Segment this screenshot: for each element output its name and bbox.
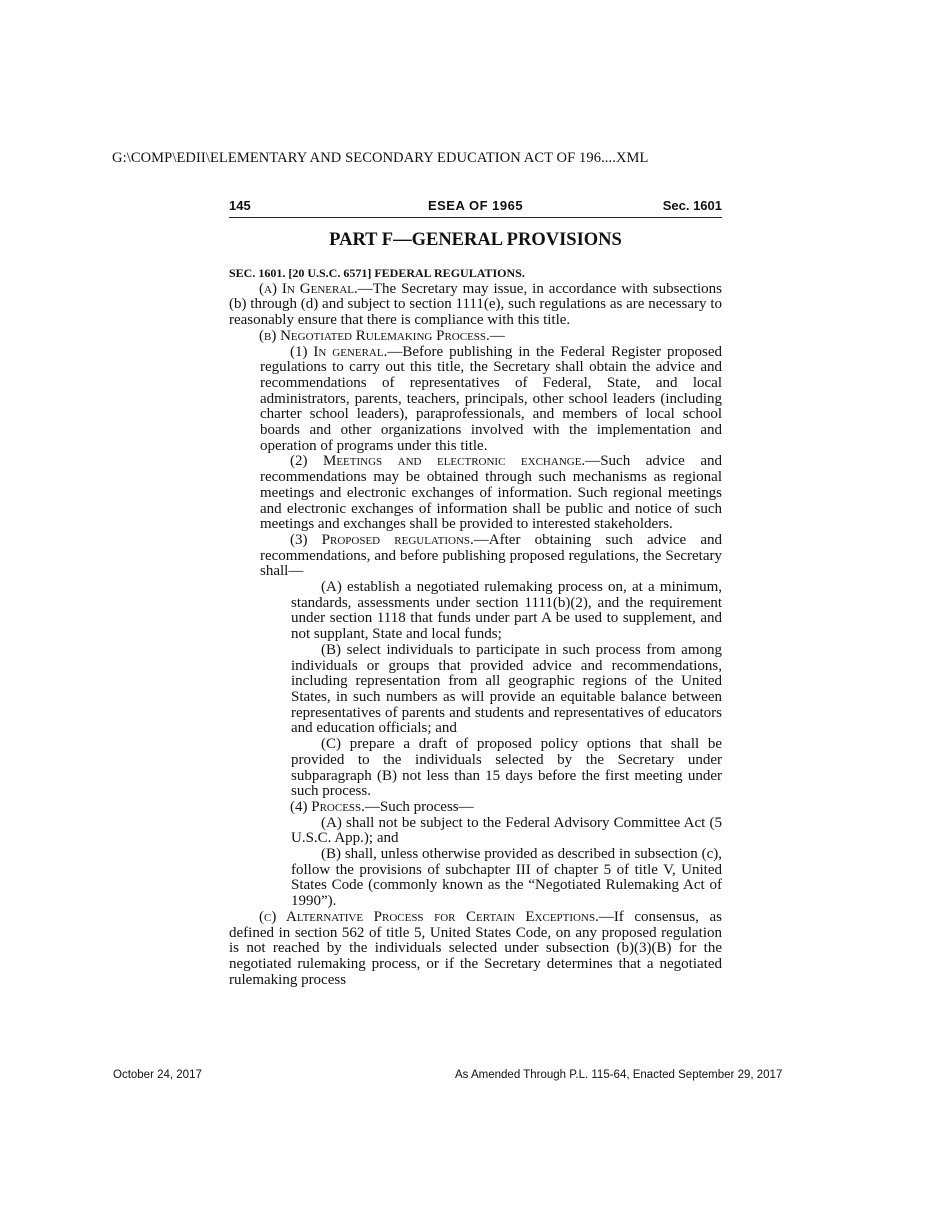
file-path: G:\COMP\EDII\ELEMENTARY AND SECONDARY EDUCATION ACT OF 196....XML — [112, 150, 649, 166]
paragraph-text: —If consensus, as defined in section 562 of title 5, United States Code, on any proposed regulation is not reached by the individuals selected under subsection (b)(3)(B) for the negotiated rulemaking process, or if the Secretary determines that a negotiated rulemaking process — [229, 908, 722, 988]
paragraph-heading: (b) Negotiated Rulemaking Process. — [259, 327, 490, 344]
running-head — [229, 197, 722, 218]
paragraph-heading: (c) Alternative Process for Certain Exceptions. — [259, 908, 599, 925]
paragraph-heading: (4) Process. — [290, 798, 365, 815]
paragraph-text: —After obtaining such advice and recommendations, and before publishing proposed regulations, the Secretary shall— — [260, 531, 723, 580]
subparagraph-b-3-a: (A) establish a negotiated rulemaking process on, at a minimum, standards, assessments under section 1111(b)(2), and the requirement under section 1118 that funds under part A be used to supplement, and not supplant, State and local funds; — [291, 579, 722, 643]
subparagraph-b-4-a: (A) shall not be subject to the Federal Advisory Committee Act (5 U.S.C. App.); and — [291, 814, 722, 847]
paragraph-b — [229, 329, 722, 345]
section-heading: SEC. 1601. [20 U.S.C. 6571] FEDERAL REGULATIONS. — [229, 266, 525, 280]
paragraph-c — [229, 910, 722, 989]
paragraph-heading: (3) Proposed regulations. — [290, 531, 474, 548]
subparagraph-b-3-c: (C) prepare a draft of proposed policy options that shall be provided to the individuals selected by the Secretary under subparagraph (B) not less than 15 days before the first meeting under such process. — [291, 736, 722, 800]
paragraph-a — [229, 282, 722, 329]
footer-date: October 24, 2017 — [113, 1069, 202, 1081]
subparagraph-b-3-b: (B) select individuals to participate in such process from among individuals or groups that provided advice and recommendations, including representation from all geographic regions of the United States, in such numbers as will provide an equitable balance between representatives of parents and students and representatives of educators and education officials; and — [291, 641, 722, 737]
paragraph-b-2 — [229, 454, 722, 533]
part-title: PART F—GENERAL PROVISIONS — [329, 230, 622, 250]
page-number: 145 — [229, 198, 251, 213]
paragraph-heading: (1) In general. — [290, 343, 388, 360]
paragraph-b-1 — [229, 345, 722, 455]
paragraph-b-4 — [229, 800, 722, 816]
paragraph-b-3 — [229, 533, 722, 580]
paragraph-text: — — [489, 327, 505, 344]
running-head-section: Sec. 1601 — [662, 198, 722, 213]
paragraph-heading: (2) Meetings and electronic exchange. — [290, 453, 586, 470]
paragraph-text: —Such process— — [364, 798, 474, 815]
subparagraph-b-4-b: (B) shall, unless otherwise provided as described in subsection (c), follow the provisions of subchapter III of chapter 5 of title V, United States Code (commonly known as the “Negotiated Rulemaking Act of 1990”). — [291, 846, 722, 910]
paragraph-heading: (a) In General. — [259, 280, 358, 297]
document-body — [229, 266, 722, 988]
footer-amended-through: As Amended Through P.L. 115-64, Enacted September 29, 2017 — [455, 1069, 783, 1081]
paragraph-text: —The Secretary may issue, in accordance with subsections (b) through (d) and subject to section 1111(e), such regulations as are necessary to reasonably ensure that there is compliance with this title. — [229, 280, 723, 329]
paragraph-text: —Before publishing in the Federal Register proposed regulations to carry out this title, the Secretary shall obtain the advice and recommendations of representatives of Federal, State, and local administrators, parents, teachers, principals, other school leaders (including charter school leaders), paraprofessionals, and members of local school boards and other organizations involved with the implementation and operation of programs under this title. — [260, 343, 722, 454]
paragraph-text: —Such advice and recommendations may be obtained through such mechanisms as regional meetings and electronic exchanges of information. Such regional meetings and electronic exchanges of information shall be public and notice of such meetings and exchanges shall be provided to interested stakeholders. — [260, 453, 722, 533]
running-head-title: ESEA OF 1965 — [427, 198, 524, 213]
